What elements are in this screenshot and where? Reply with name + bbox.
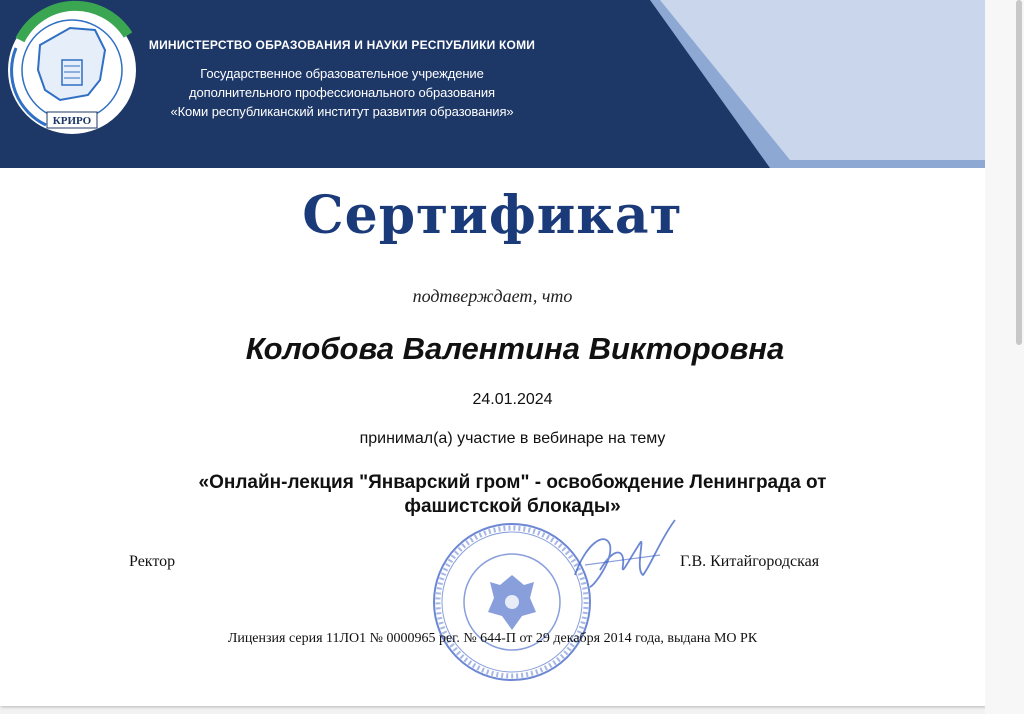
institution-line-3: «Коми республиканский институт развития образования» (170, 104, 514, 119)
certificate-title: Сертификат (302, 185, 683, 246)
webinar-topic-line-1: «Онлайн-лекция "Январский гром" - освобождение Ленинграда от (198, 472, 827, 493)
participation-text: принимал(а) участие в вебинаре на тему (359, 430, 666, 447)
vertical-scrollbar[interactable] (985, 0, 1024, 714)
rector-label: Ректор (129, 553, 176, 570)
scrollbar-thumb[interactable] (1016, 0, 1022, 345)
kriro-logo-icon (0, 0, 150, 140)
webinar-topic-line-2: фашистской блокады» (404, 496, 621, 517)
certificate-date: 24.01.2024 (472, 391, 553, 408)
recipient-name: Колобова Валентина Викторовна (245, 331, 785, 366)
ministry-name: МИНИСТЕРСТВО ОБРАЗОВАНИЯ И НАУКИ РЕСПУБЛИКИ КОМИ (148, 38, 536, 52)
rector-name: Г.В. Китайгородская (680, 553, 820, 570)
handwritten-signature-icon (565, 515, 685, 600)
logo-text: КРИРО (52, 115, 92, 127)
license-text: Лицензия серия 11ЛО1 № 0000965 рег. № 644-П от 29 декабря 2014 года, выдана МО РК (227, 631, 758, 646)
institution-line-1: Государственное образовательное учреждение (200, 66, 484, 81)
confirms-text: подтверждает, что (412, 286, 573, 306)
webinar-topic (0, 471, 985, 519)
institution-line-2: дополнительного профессионального образования (189, 85, 495, 100)
certificate-header (0, 0, 985, 168)
